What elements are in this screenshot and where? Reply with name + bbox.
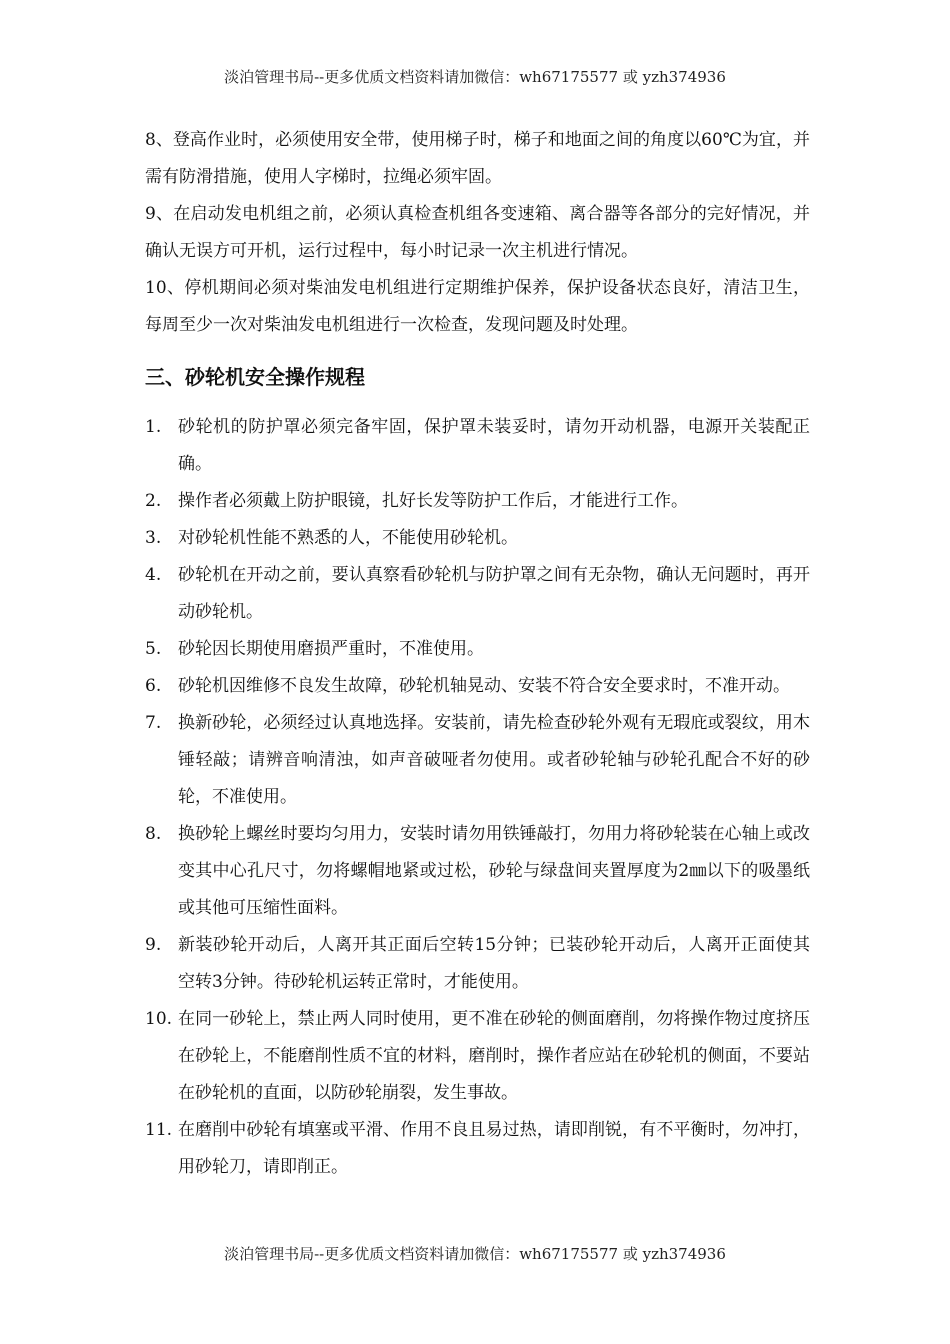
list-item [145,483,810,520]
list-text: 对砂轮机性能不熟悉的人，不能使用砂轮机。 [178,528,518,548]
list-item [145,927,810,1001]
list-text: 砂轮机的防护罩必须完备牢固，保护罩未装妥时，请勿开动机器，电源开关装配正确。 [178,417,810,474]
list-item [145,557,810,631]
list-item [145,668,810,705]
paragraph-9: 9、在启动发电机组之前，必须认真检查机组各变速箱、离合器等各部分的完好情况，并确认无误方可开机，运行过程中，每小时记录一次主机进行情况。 [145,204,810,261]
paragraph-8: 8、登高作业时，必须使用安全带，使用梯子时，梯子和地面之间的角度以60℃为宜，并需有防滑措施，使用人字梯时，拉绳必须牢固。 [145,130,810,187]
list-item [145,705,810,816]
list-text: 在磨削中砂轮有填塞或平滑、作用不良且易过热，请即削锐，有不平衡时，勿冲打，用砂轮刀，请即削正。 [178,1120,810,1177]
list-number: 8. [145,824,162,844]
list-number: 11. [145,1120,173,1140]
list-text: 砂轮因长期使用磨损严重时，不准使用。 [178,639,484,659]
list-text: 操作者必须戴上防护眼镜，扎好长发等防护工作后，才能进行工作。 [178,491,688,511]
page-header: 淡泊管理书局--更多优质文档资料请加微信：wh67175577 或 yzh374936 [224,68,726,86]
list-item [145,1001,810,1112]
list-number: 5. [145,639,162,659]
list-number: 7. [145,713,162,733]
list-text: 在同一砂轮上，禁止两人同时使用，更不准在砂轮的侧面磨削，勿将操作物过度挤压在砂轮上，不能磨削性质不宜的材料，磨削时，操作者应站在砂轮机的侧面，不要站在砂轮机的直面，以防砂轮崩裂，发生事故。 [178,1009,810,1103]
list-item [145,631,810,668]
list-number: 2. [145,491,162,511]
page-footer: 淡泊管理书局--更多优质文档资料请加微信：wh67175577 或 yzh374936 [224,1245,726,1263]
list-text: 新装砂轮开动后，人离开其正面后空转15分钟；已装砂轮开动后，人离开正面使其空转3分钟。待砂轮机运转正常时，才能使用。 [178,935,810,992]
paragraph-10: 10、停机期间必须对柴油发电机组进行定期维护保养，保护设备状态良好，清洁卫生，每周至少一次对柴油发电机组进行一次检查，发现问题及时处理。 [145,278,810,335]
section-title: 三、砂轮机安全操作规程 [145,365,365,389]
grinder-rules-list [145,409,810,1186]
list-text: 砂轮机因维修不良发生故障，砂轮机轴晃动、安装不符合安全要求时，不准开动。 [178,676,790,696]
list-text: 换新砂轮，必须经过认真地选择。安装前，请先检查砂轮外观有无瑕庇或裂纹，用木锤轻敲；请辨音响清浊，如声音破哑者勿使用。或者砂轮轴与砂轮孔配合不好的砂轮，不准使用。 [178,713,810,807]
list-number: 6. [145,676,162,696]
list-item [145,409,810,483]
list-text: 换砂轮上螺丝时要均匀用力，安装时请勿用铁锤敲打，勿用力将砂轮装在心轴上或改变其中心孔尺寸，勿将螺帽地紧或过松，砂轮与绿盘间夹置厚度为2㎜以下的吸墨纸或其他可压缩性面料。 [178,824,810,918]
list-item [145,816,810,927]
list-number: 10. [145,1009,173,1029]
list-number: 1. [145,417,162,437]
list-number: 4. [145,565,162,585]
list-item [145,520,810,557]
list-number: 3. [145,528,162,548]
document-body [145,122,810,1186]
list-number: 9. [145,935,162,955]
list-item [145,1112,810,1186]
list-text: 砂轮机在开动之前，要认真察看砂轮机与防护罩之间有无杂物，确认无问题时，再开动砂轮机。 [178,565,810,622]
